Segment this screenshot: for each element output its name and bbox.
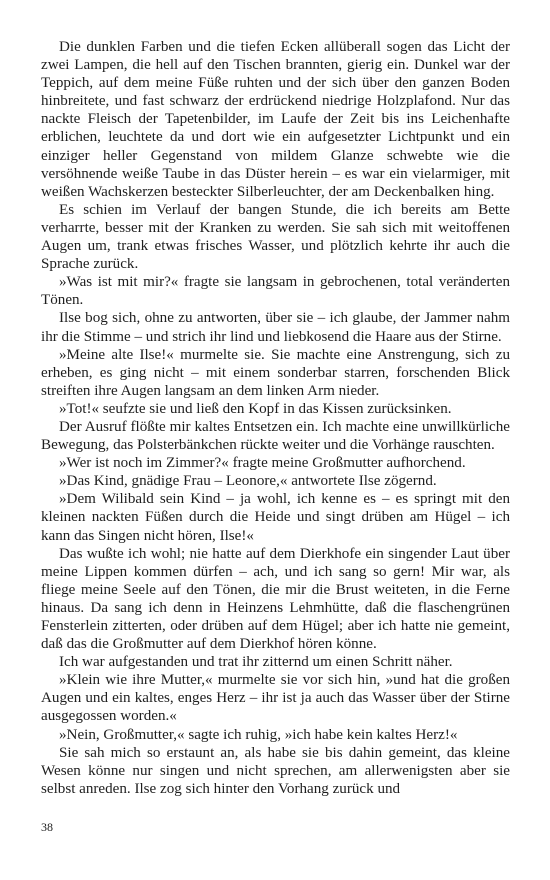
paragraph-12: Ich war aufgestanden und trat ihr zitternd um einen Schritt näher. (59, 654, 453, 671)
paragraph-6: »Tot!« seufzte sie und ließ den Kopf in das Kissen zurücksinken. (59, 400, 452, 417)
paragraph-8: »Wer ist noch im Zimmer?« fragte meine Großmutter aufhorchend. (59, 455, 466, 472)
paragraph-7: Der Ausruf flößte mir kaltes Entsetzen ein. Ich machte eine unwillkürliche Bewegung, das Polsterbänkchen rückte weiter und die Vorhänge rauschten. (41, 418, 510, 454)
paragraph-3: »Was ist mit mir?« fragte sie langsam in gebrochenen, total veränderten Tönen. (41, 274, 510, 309)
paragraph-9: »Das Kind, gnädige Frau – Leonore,« antwortete Ilse zögernd. (59, 473, 437, 490)
paragraph-4: Ilse bog sich, ohne zu antworten, über sie – ich glaube, der Jammer nahm ihr die Stimme – und strich ihr lind und liebkosend die Haare aus der Stirne. (41, 310, 510, 345)
book-page (41, 38, 510, 798)
paragraph-5: »Meine alte Ilse!« murmelte sie. Sie machte eine Anstrengung, sich zu erheben, es ging nicht – mit einem sonderbar starren, forschenden Blick streiften ihre Augen langsam an dem linken Arm nieder. (41, 346, 510, 399)
paragraph-14: »Nein, Großmutter,« sagte ich ruhig, »ich habe kein kaltes Herz!« (59, 726, 458, 743)
paragraph-2: Es schien im Verlauf der bangen Stunde, die ich bereits am Bette verharrte, besser mit der Kranken zu werden. Sie sah sich mit weitoffenen Augen um, trank etwas frisches Wasser, und plötzlich kehrte ihr auch die Sprache zurück. (41, 201, 510, 273)
paragraph-13: »Klein wie ihre Mutter,« murmelte sie vor sich hin, »und hat die großen Augen und ein kaltes, enges Herz – ihr ist ja auch das Wasser über der Stirne ausgegossen worden.« (41, 672, 510, 725)
paragraph-11: Das wußte ich wohl; nie hatte auf dem Dierkhofe ein singender Laut über meine Lippen kommen dürfen – ach, und ich sang so gern! Mir war, als fliege meine Seele auf den Tönen, die mir die Brust weiteten, in die Ferne hinaus. Da sang ich denn in Heinzens Lehmhütte, daß die flaschengrünen Fensterlein zitterten, oder drüben auf dem Hügel; aber ich hatte nie gemeint, daß das die Großmutter auf dem Dierkhof hören könne. (41, 545, 510, 653)
paragraph-1: Die dunklen Farben und die tiefen Ecken allüberall sogen das Licht der zwei Lampen, die hell auf den Tischen brannten, gierig ein. Dunkel war der Teppich, auf dem meine Füße ruhten und der sich über den ganzen Boden hinbreitete, und fast schwarz der erdrückend niedrige Holzplafond. Nur das nackte Fleisch der Tapetenbilder, im Laufe der Zeit bis ins Leichenhafte erblichen, leuchtete da und dort wie ein aufgesetzter Lichtpunkt und ein einziger heller Gegenstand von mildem Glanze schwebte wie die versöhnende weiße Taube in das Düster herein – es war ein vielarmiger, mit weißen Wachskerzen besteckter Silberleuchter, der am Deckenbalken hing. (41, 39, 510, 200)
paragraph-15: Sie sah mich so erstaunt an, als habe sie bis dahin gemeint, das kleine Wesen könne nur singen und nicht sprechen, am allerwenigsten aber sie selbst anreden. Ilse zog sich hinter den Vorhang zurück und (41, 744, 510, 797)
page-number: 38 (41, 820, 53, 834)
paragraph-10: »Dem Wilibald sein Kind – ja wohl, ich kenne es – es springt mit den kleinen nackten Füßen durch die Heide und singt drüben am Hügel – ich kann das Singen nicht hören, Ilse!« (41, 491, 510, 544)
